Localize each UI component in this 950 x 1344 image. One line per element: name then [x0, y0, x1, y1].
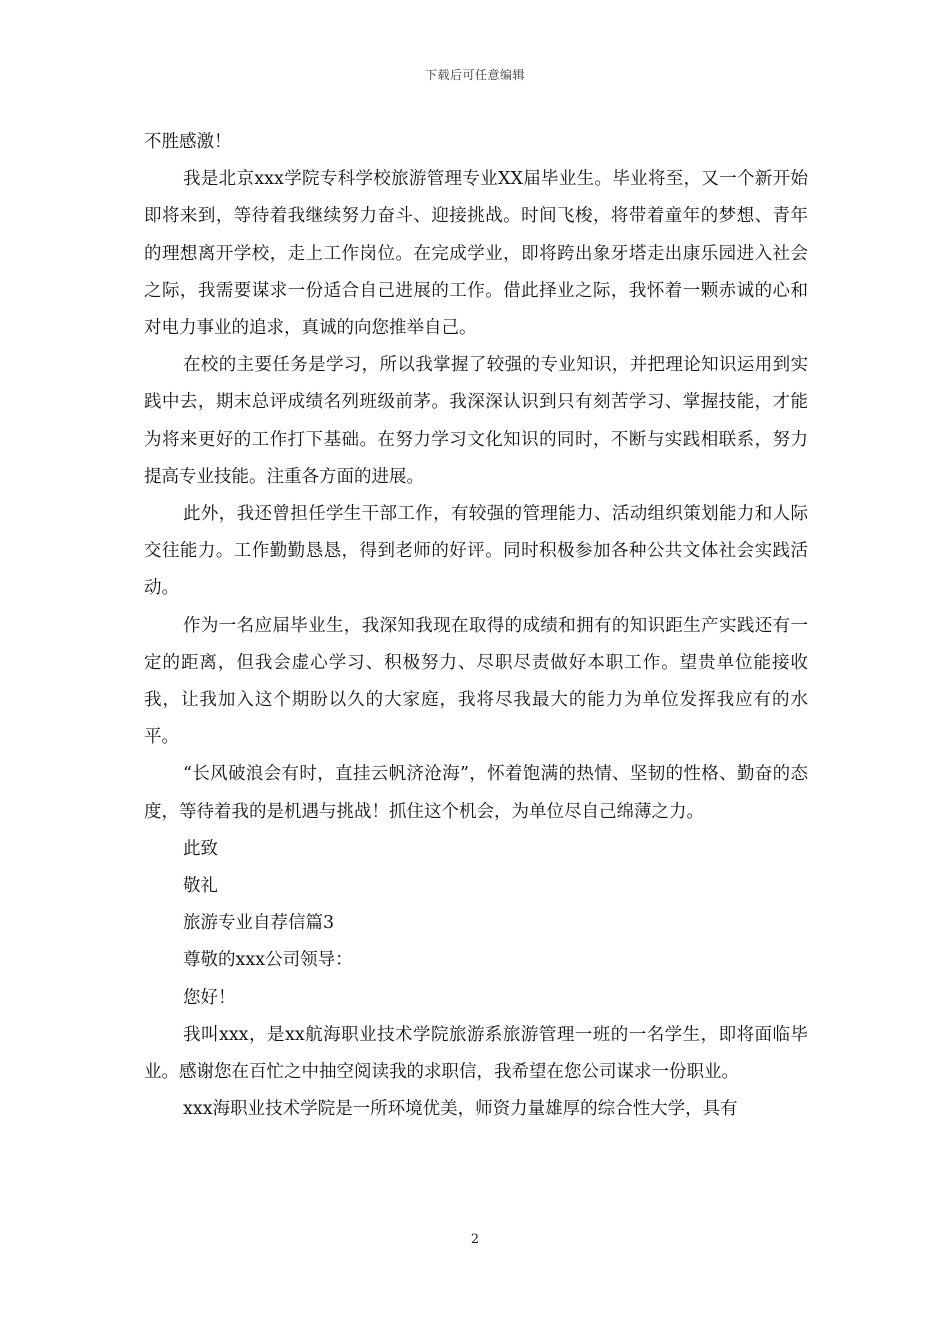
paragraph: 不胜感激！	[144, 132, 232, 152]
paragraph: 我是北京xxx学院专科学校旅游管理专业XX届毕业生。毕业将至，又一个新开始即将来到，等待着我继续努力奋斗、迎接挑战。时间飞梭，将带着童年的梦想、青年的理想离开学校，走上工作岗位。在完成学业，即将跨出象牙塔走出康乐园进入社会之际，我需要谋求一份适合自己进展的工作。借此择业之际，我怀着一颗赤诚的心和对电力事业的追求，真诚的向您推举自己。	[144, 169, 808, 339]
paragraph: 此外，我还曾担任学生干部工作，有较强的管理能力、活动组织策划能力和人际交往能力。工作勤勤恳恳，得到老师的好评。同时积极参加各种公共文体社会实践活动。	[144, 504, 808, 599]
paragraph: xxx海职业技术学院是一所环境优美，师资力量雄厚的综合性大学，具有	[183, 1099, 738, 1120]
page-number: 2	[470, 1232, 480, 1247]
salutation: 尊敬的xxx公司领导：	[183, 950, 353, 971]
paragraph: 在校的主要任务是学习，所以我掌握了较强的专业知识，并把理论知识运用到实践中去，期末总评成绩名列班级前茅。我深深认识到只有刻苦学习、掌握技能，才能为将来更好的工作打下基础。在努力学习文化知识的同时，不断与实践相联系，努力提高专业技能。注重各方面的进展。	[144, 355, 808, 487]
paragraph: “长风破浪会有时，直挂云帆济沧海”，怀着饱满的热情、坚韧的性格、勤奋的态度，等待着我的是机遇与挑战！抓住这个机会，为单位尽自己绵薄之力。	[144, 764, 808, 822]
closing-line: 此致	[183, 838, 218, 859]
paragraph: 我叫xxx，是xx航海职业技术学院旅游系旅游管理一班的一名学生，即将面临毕业。感谢您在百忙之中抽空阅读我的求职信，我希望在您公司谋求一份职业。	[144, 1024, 808, 1083]
document-body	[144, 124, 808, 1128]
closing-line: 敬礼	[183, 876, 218, 897]
section-title: 旅游专业自荐信篇3	[183, 913, 335, 934]
greeting: 您好！	[183, 987, 236, 1008]
paragraph: 作为一名应届毕业生，我深知我现在取得的成绩和拥有的知识距生产实践还有一定的距离，但我会虚心学习、积极努力、尽职尽责做好本职工作。望贵单位能接收我，让我加入这个期盼以久的大家庭，我将尽我最大的能力为单位发挥我应有的水平。	[144, 615, 808, 748]
page-header: 下载后可任意编辑	[424, 68, 525, 82]
